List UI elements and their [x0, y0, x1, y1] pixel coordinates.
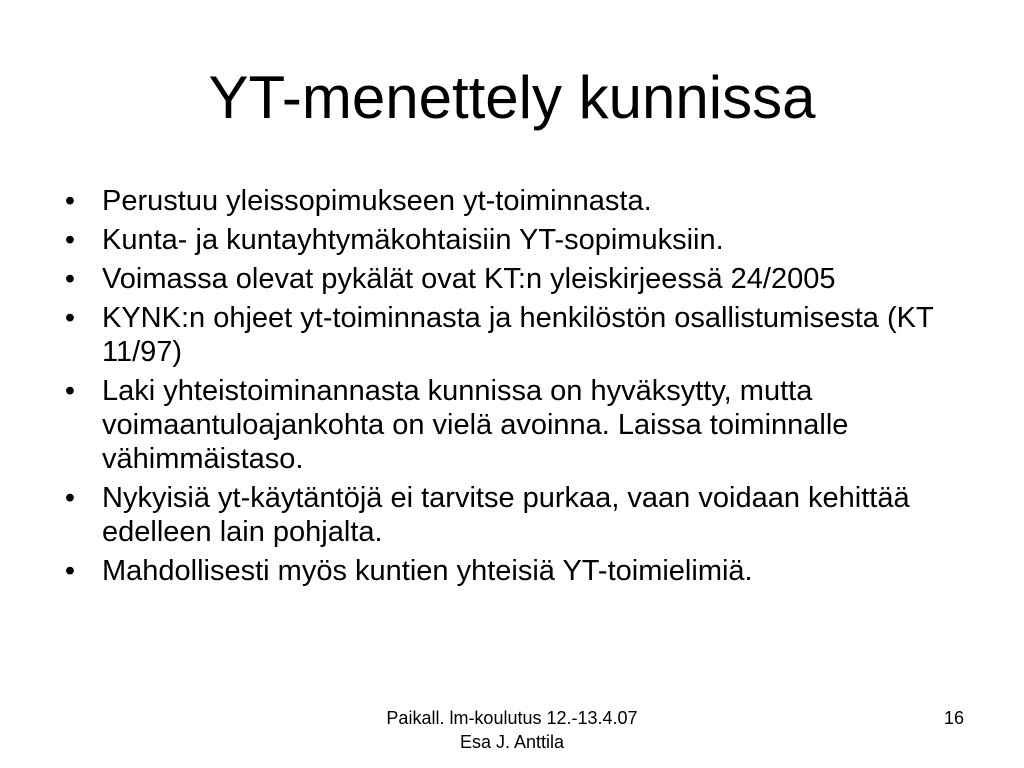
bullet-item	[60, 554, 960, 588]
bullet-item	[60, 481, 960, 549]
slide-number: 16	[943, 708, 964, 728]
bullet-text: Laki yhteistoiminannasta kunnissa on hyväksytty, mutta voimaantuloajankohta on vielä avoinna. Laissa toiminnalle vähimmäistaso.	[102, 375, 849, 475]
bullet-text: Nykyisiä yt-käytäntöjä ei tarvitse purkaa, vaan voidaan kehittää edelleen lain pohjalta.	[102, 482, 910, 548]
bullet-list	[60, 184, 960, 593]
bullet-item	[60, 223, 960, 257]
bullet-text: KYNK:n ohjeet yt-toiminnasta ja henkilöstön osallistumisesta (KT 11/97)	[102, 302, 934, 368]
slide-title: YT-menettely kunnissa	[208, 64, 816, 131]
bullet-text: Mahdollisesti myös kuntien yhteisiä YT-toimielimiä.	[102, 555, 753, 587]
bullet-item	[60, 301, 960, 369]
footer-event: Paikall. lm-koulutus 12.-13.4.07	[386, 708, 638, 728]
bullet-item	[60, 262, 960, 296]
bullet-marker: •	[64, 224, 76, 256]
bullet-text: Perustuu yleissopimukseen yt-toiminnasta.	[102, 185, 652, 217]
slide-footer	[312, 706, 712, 754]
bullet-marker: •	[64, 555, 76, 587]
bullet-text: Voimassa olevat pykälät ovat KT:n yleiskirjeessä 24/2005	[102, 263, 836, 295]
bullet-marker: •	[64, 302, 76, 334]
bullet-marker: •	[64, 375, 76, 407]
bullet-item	[60, 184, 960, 218]
bullet-item	[60, 374, 960, 476]
bullet-marker: •	[64, 263, 76, 295]
bullet-marker: •	[64, 185, 76, 217]
bullet-text: Kunta- ja kuntayhtymäkohtaisiin YT-sopimuksiin.	[102, 224, 724, 256]
bullet-marker: •	[64, 482, 76, 514]
footer-author: Esa J. Anttila	[459, 732, 565, 752]
